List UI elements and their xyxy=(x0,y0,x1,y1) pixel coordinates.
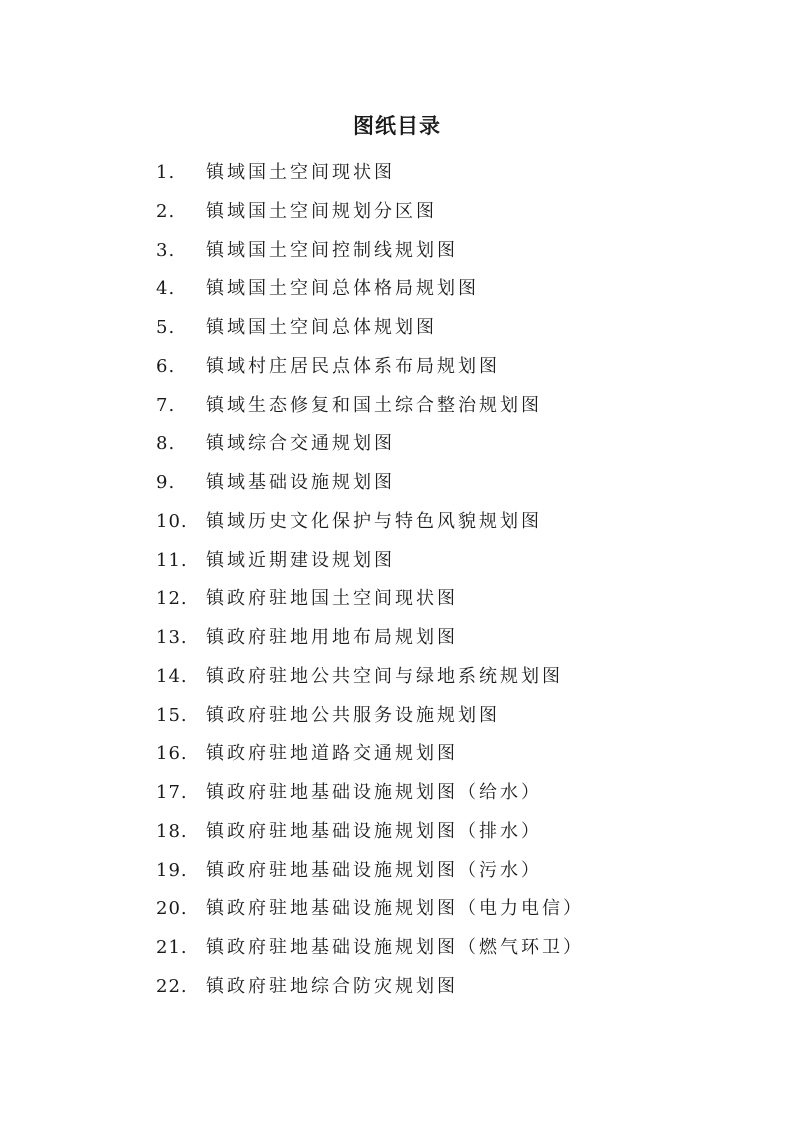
item-number: 3. xyxy=(156,239,176,261)
list-item xyxy=(156,238,584,277)
item-number: 12. xyxy=(156,588,188,610)
item-label: 镇域历史文化保护与特色风貌规划图 xyxy=(206,510,542,532)
item-number: 20. xyxy=(156,898,188,920)
item-number: 21. xyxy=(156,937,188,958)
item-number: 14. xyxy=(156,665,188,687)
item-label: 镇政府驻地基础设施规划图（排水） xyxy=(206,820,542,842)
list-item xyxy=(156,393,584,432)
document-title: 图纸目录 xyxy=(353,113,441,138)
item-number: 11. xyxy=(156,549,188,571)
item-number: 5. xyxy=(156,317,176,338)
item-number: 8. xyxy=(156,433,176,455)
item-label: 镇政府驻地基础设施规划图（给水） xyxy=(206,782,542,803)
item-number: 13. xyxy=(156,627,188,648)
list-item xyxy=(156,625,584,664)
item-label: 镇域国土空间总体格局规划图 xyxy=(206,278,479,300)
list-item xyxy=(156,160,584,199)
list-item xyxy=(156,199,584,238)
list-item xyxy=(156,548,584,587)
item-number: 10. xyxy=(156,510,188,532)
list-item xyxy=(156,819,584,858)
item-label: 镇域国土空间规划分区图 xyxy=(206,200,437,222)
drawing-list xyxy=(156,160,584,1013)
item-number: 22. xyxy=(156,975,188,997)
list-item xyxy=(156,586,584,625)
item-label: 镇域村庄居民点体系布局规划图 xyxy=(206,355,500,377)
item-label: 镇政府驻地基础设施规划图（污水） xyxy=(206,859,542,881)
item-label: 镇政府驻地用地布局规划图 xyxy=(206,627,458,648)
list-item xyxy=(156,431,584,470)
item-number: 9. xyxy=(156,472,176,493)
item-number: 15. xyxy=(156,704,188,726)
item-label: 镇域近期建设规划图 xyxy=(206,549,395,571)
item-number: 1. xyxy=(156,162,176,183)
list-item xyxy=(156,896,584,935)
item-number: 19. xyxy=(156,859,188,881)
list-item xyxy=(156,315,584,354)
list-item xyxy=(156,741,584,780)
item-number: 17. xyxy=(156,782,188,803)
list-item xyxy=(156,276,584,315)
list-item xyxy=(156,703,584,742)
list-item xyxy=(156,664,584,703)
item-number: 16. xyxy=(156,743,188,765)
item-label: 镇域国土空间现状图 xyxy=(206,162,395,183)
item-label: 镇政府驻地道路交通规划图 xyxy=(206,743,458,765)
item-label: 镇域国土空间总体规划图 xyxy=(206,317,437,338)
item-label: 镇政府驻地公共空间与绿地系统规划图 xyxy=(206,665,563,687)
item-label: 镇政府驻地基础设施规划图（电力电信） xyxy=(206,898,584,920)
item-number: 2. xyxy=(156,200,176,222)
item-label: 镇政府驻地基础设施规划图（燃气环卫） xyxy=(206,937,584,958)
item-label: 镇域综合交通规划图 xyxy=(206,433,395,455)
list-item xyxy=(156,354,584,393)
item-number: 4. xyxy=(156,278,176,300)
list-item xyxy=(156,509,584,548)
item-number: 6. xyxy=(156,355,176,377)
list-item xyxy=(156,780,584,819)
item-label: 镇域基础设施规划图 xyxy=(206,472,395,493)
item-number: 18. xyxy=(156,820,188,842)
list-item xyxy=(156,974,584,1013)
item-label: 镇政府驻地综合防灾规划图 xyxy=(206,975,458,997)
list-item xyxy=(156,470,584,509)
item-label: 镇域生态修复和国土综合整治规划图 xyxy=(206,394,542,416)
item-label: 镇政府驻地公共服务设施规划图 xyxy=(206,704,500,726)
list-item xyxy=(156,858,584,897)
item-label: 镇域国土空间控制线规划图 xyxy=(206,239,458,261)
list-item xyxy=(156,935,584,974)
item-label: 镇政府驻地国土空间现状图 xyxy=(206,588,458,610)
item-number: 7. xyxy=(156,394,176,416)
